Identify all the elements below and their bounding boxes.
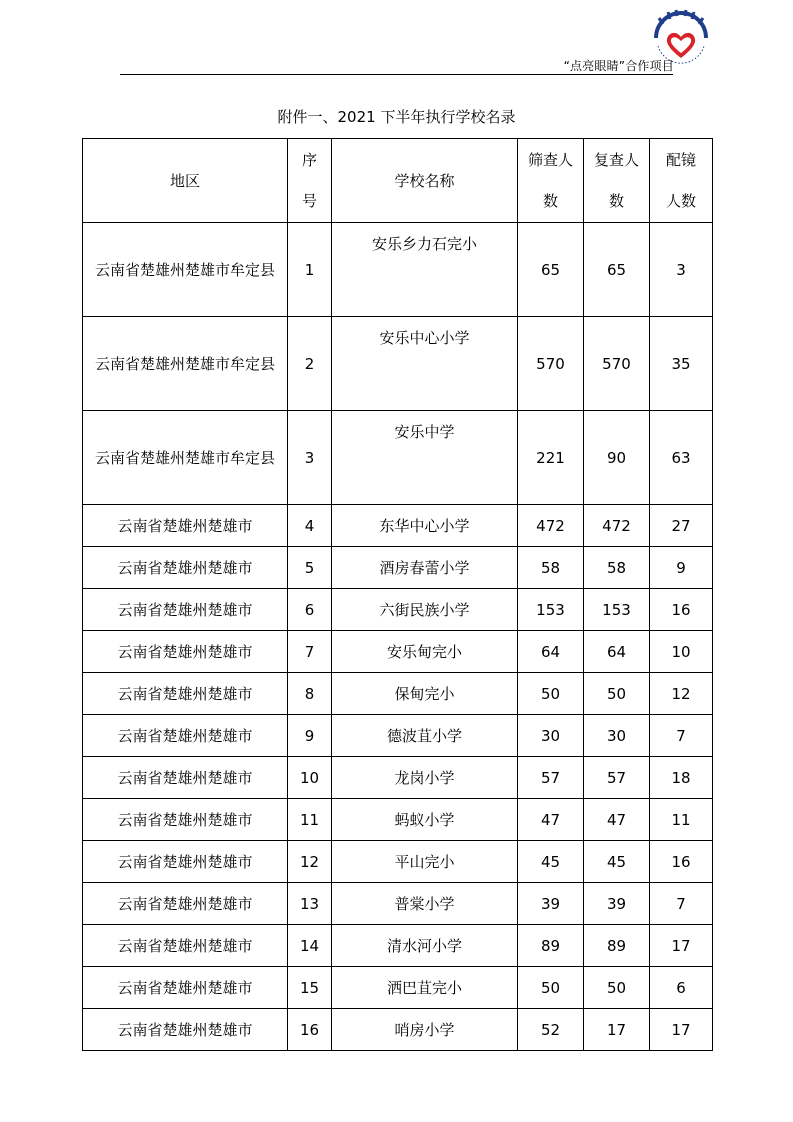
cell-index: 5 — [288, 547, 332, 589]
cell-rechecked: 50 — [584, 967, 650, 1009]
cell-region: 云南省楚雄州楚雄市 — [83, 967, 288, 1009]
cell-rechecked: 153 — [584, 589, 650, 631]
cell-rechecked: 50 — [584, 673, 650, 715]
cell-glasses: 10 — [650, 631, 713, 673]
table-row — [83, 967, 713, 1009]
cell-glasses: 3 — [650, 223, 713, 317]
cell-region: 云南省楚雄州楚雄市 — [83, 799, 288, 841]
cell-index: 8 — [288, 673, 332, 715]
cell-index: 12 — [288, 841, 332, 883]
cell-screened: 89 — [518, 925, 584, 967]
cell-school: 安乐中心小学 — [332, 317, 518, 411]
cell-glasses: 16 — [650, 589, 713, 631]
cell-index: 9 — [288, 715, 332, 757]
cell-region: 云南省楚雄州楚雄市 — [83, 841, 288, 883]
column-header-screened: 筛查人 数 — [518, 139, 584, 223]
cell-rechecked: 64 — [584, 631, 650, 673]
cell-school: 龙岗小学 — [332, 757, 518, 799]
cell-screened: 52 — [518, 1009, 584, 1051]
cell-screened: 58 — [518, 547, 584, 589]
cell-screened: 45 — [518, 841, 584, 883]
cell-school: 东华中心小学 — [332, 505, 518, 547]
cell-rechecked: 47 — [584, 799, 650, 841]
cell-screened: 64 — [518, 631, 584, 673]
cell-rechecked: 472 — [584, 505, 650, 547]
cell-school: 安乐乡力石完小 — [332, 223, 518, 317]
cell-glasses: 17 — [650, 925, 713, 967]
cell-school: 安乐甸完小 — [332, 631, 518, 673]
cell-index: 2 — [288, 317, 332, 411]
document-title: 附件一、2021 下半年执行学校名录 — [277, 108, 516, 126]
table-row — [83, 925, 713, 967]
cell-region: 云南省楚雄州楚雄市 — [83, 631, 288, 673]
column-header-region: 地区 — [83, 139, 288, 223]
cell-region: 云南省楚雄州楚雄市 — [83, 925, 288, 967]
table-row — [83, 505, 713, 547]
cell-school: 蚂蚁小学 — [332, 799, 518, 841]
cell-rechecked: 570 — [584, 317, 650, 411]
header-divider — [120, 74, 673, 75]
column-header-school: 学校名称 — [332, 139, 518, 223]
cell-screened: 472 — [518, 505, 584, 547]
table-row — [83, 1009, 713, 1051]
cell-glasses: 6 — [650, 967, 713, 1009]
cell-school: 德波苴小学 — [332, 715, 518, 757]
cell-glasses: 18 — [650, 757, 713, 799]
table-row — [83, 547, 713, 589]
cell-index: 10 — [288, 757, 332, 799]
cell-school: 洒巴苴完小 — [332, 967, 518, 1009]
cell-rechecked: 45 — [584, 841, 650, 883]
cell-region: 云南省楚雄州楚雄市 — [83, 673, 288, 715]
cell-school: 普棠小学 — [332, 883, 518, 925]
cell-glasses: 11 — [650, 799, 713, 841]
table-row — [83, 673, 713, 715]
cell-glasses: 7 — [650, 715, 713, 757]
cell-glasses: 16 — [650, 841, 713, 883]
table-row — [83, 883, 713, 925]
cell-region: 云南省楚雄州楚雄市 — [83, 757, 288, 799]
cell-region: 云南省楚雄州楚雄市 — [83, 1009, 288, 1051]
table-row — [83, 799, 713, 841]
cell-region: 云南省楚雄州楚雄市牟定县 — [83, 317, 288, 411]
cell-rechecked: 58 — [584, 547, 650, 589]
cell-screened: 50 — [518, 673, 584, 715]
cell-rechecked: 39 — [584, 883, 650, 925]
cell-rechecked: 90 — [584, 411, 650, 505]
cell-rechecked: 65 — [584, 223, 650, 317]
cell-screened: 153 — [518, 589, 584, 631]
cell-screened: 65 — [518, 223, 584, 317]
eye-heart-logo-icon — [650, 8, 712, 64]
cell-region: 云南省楚雄州楚雄市 — [83, 589, 288, 631]
cell-school: 六街民族小学 — [332, 589, 518, 631]
cell-glasses: 35 — [650, 317, 713, 411]
cell-index: 14 — [288, 925, 332, 967]
table-row — [83, 411, 713, 505]
cell-glasses: 27 — [650, 505, 713, 547]
cell-index: 13 — [288, 883, 332, 925]
table-row — [83, 715, 713, 757]
cell-region: 云南省楚雄州楚雄市 — [83, 883, 288, 925]
cell-index: 6 — [288, 589, 332, 631]
cell-index: 7 — [288, 631, 332, 673]
cell-index: 16 — [288, 1009, 332, 1051]
cell-screened: 570 — [518, 317, 584, 411]
cell-index: 4 — [288, 505, 332, 547]
cell-school: 平山完小 — [332, 841, 518, 883]
cell-glasses: 17 — [650, 1009, 713, 1051]
column-header-glasses: 配镜 人数 — [650, 139, 713, 223]
cell-screened: 57 — [518, 757, 584, 799]
cell-school: 安乐中学 — [332, 411, 518, 505]
cell-screened: 39 — [518, 883, 584, 925]
cell-rechecked: 30 — [584, 715, 650, 757]
cell-glasses: 63 — [650, 411, 713, 505]
cell-glasses: 12 — [650, 673, 713, 715]
table-row — [83, 631, 713, 673]
school-roster-table — [82, 138, 713, 1051]
table-row — [83, 757, 713, 799]
cell-rechecked: 89 — [584, 925, 650, 967]
cell-region: 云南省楚雄州楚雄市牟定县 — [83, 411, 288, 505]
cell-screened: 47 — [518, 799, 584, 841]
cell-region: 云南省楚雄州楚雄市 — [83, 715, 288, 757]
cell-school: 哨房小学 — [332, 1009, 518, 1051]
column-header-rechecked: 复查人 数 — [584, 139, 650, 223]
column-header-index: 序 号 — [288, 139, 332, 223]
cell-rechecked: 17 — [584, 1009, 650, 1051]
cell-school: 酒房春蕾小学 — [332, 547, 518, 589]
cell-screened: 50 — [518, 967, 584, 1009]
cell-region: 云南省楚雄州楚雄市 — [83, 505, 288, 547]
cell-glasses: 7 — [650, 883, 713, 925]
cell-index: 1 — [288, 223, 332, 317]
cell-glasses: 9 — [650, 547, 713, 589]
cell-rechecked: 57 — [584, 757, 650, 799]
cell-index: 15 — [288, 967, 332, 1009]
table-row — [83, 223, 713, 317]
table-header-row — [83, 139, 713, 223]
cell-index: 3 — [288, 411, 332, 505]
table-row — [83, 841, 713, 883]
cell-screened: 30 — [518, 715, 584, 757]
table-row — [83, 589, 713, 631]
cell-region: 云南省楚雄州楚雄市牟定县 — [83, 223, 288, 317]
cell-region: 云南省楚雄州楚雄市 — [83, 547, 288, 589]
project-label: “点亮眼睛”合作项目 — [563, 59, 674, 73]
cell-screened: 221 — [518, 411, 584, 505]
cell-school: 保甸完小 — [332, 673, 518, 715]
table-row — [83, 317, 713, 411]
cell-index: 11 — [288, 799, 332, 841]
cell-school: 清水河小学 — [332, 925, 518, 967]
